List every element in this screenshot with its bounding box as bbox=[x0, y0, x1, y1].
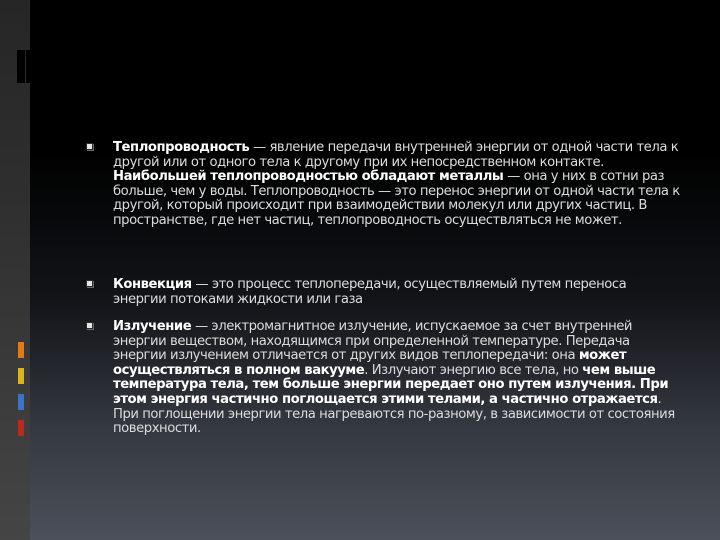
bullet-list bbox=[86, 141, 682, 437]
bullet-item-radiation bbox=[86, 320, 682, 437]
bullet-text bbox=[113, 278, 682, 307]
accent-color-lines bbox=[18, 342, 24, 437]
explanation-text: — она у них в сотни раз больше, чем у воды. Теплопроводность — это перенос энергии от одной части тела к другой, который происходит при взаимодействии молекул или других частиц. В пространстве, где нет частиц, теплопроводность осуществляться не может. bbox=[113, 169, 680, 228]
highlight-temperature: чем выше температура тела, тем больше энергии передает оно путем излучения. При этом энергия частично поглощается этими телами, а частично отражается bbox=[113, 362, 669, 407]
definition-text: — это процесс теплопередачи, осуществляемый путем переноса энергии потоками жидкости или газа bbox=[113, 277, 627, 307]
decorative-bars bbox=[17, 50, 31, 83]
square-bullet-icon bbox=[86, 322, 93, 329]
bullet-text bbox=[113, 320, 682, 437]
accent-line-orange bbox=[18, 342, 24, 358]
square-bullet-icon bbox=[86, 143, 93, 150]
bullet-item-convection bbox=[86, 278, 682, 315]
definition-text: — явление передачи внутренней энергии от одной части тела к другой или от одного тела к другому при их непосредственном контакте. bbox=[113, 140, 679, 170]
accent-line-red bbox=[18, 420, 24, 436]
highlight-metals: Наибольшей теплопроводностью обладают металлы bbox=[113, 169, 504, 185]
decorative-bar-narrow bbox=[26, 50, 31, 83]
explanation-text: . Излучают энергию все тела, но bbox=[364, 362, 583, 378]
decorative-bar-wide bbox=[17, 50, 25, 83]
accent-line-yellow bbox=[18, 368, 24, 384]
term-heat-conduction: Теплопроводность bbox=[113, 140, 250, 155]
highlight-vacuum: может осуществляться в полном вакууме bbox=[113, 348, 627, 378]
bullet-item-heat-conduction bbox=[86, 141, 682, 274]
square-bullet-icon bbox=[86, 280, 93, 287]
term-radiation: Излучение bbox=[113, 319, 192, 334]
closing-text: . При поглощении энергии тела нагреваются по-разному, в зависимости от состояния поверхности. bbox=[113, 391, 675, 437]
definition-text: — электромагнитное излучение, испускаемое за счет внутренней энергии веществом, находящимся при определенной температуре. Передача энергии излучением отличается от других видов теплопередачи: она bbox=[113, 319, 633, 364]
term-convection: Конвекция bbox=[113, 277, 192, 292]
accent-line-blue bbox=[18, 394, 24, 410]
bullet-text bbox=[113, 141, 682, 229]
